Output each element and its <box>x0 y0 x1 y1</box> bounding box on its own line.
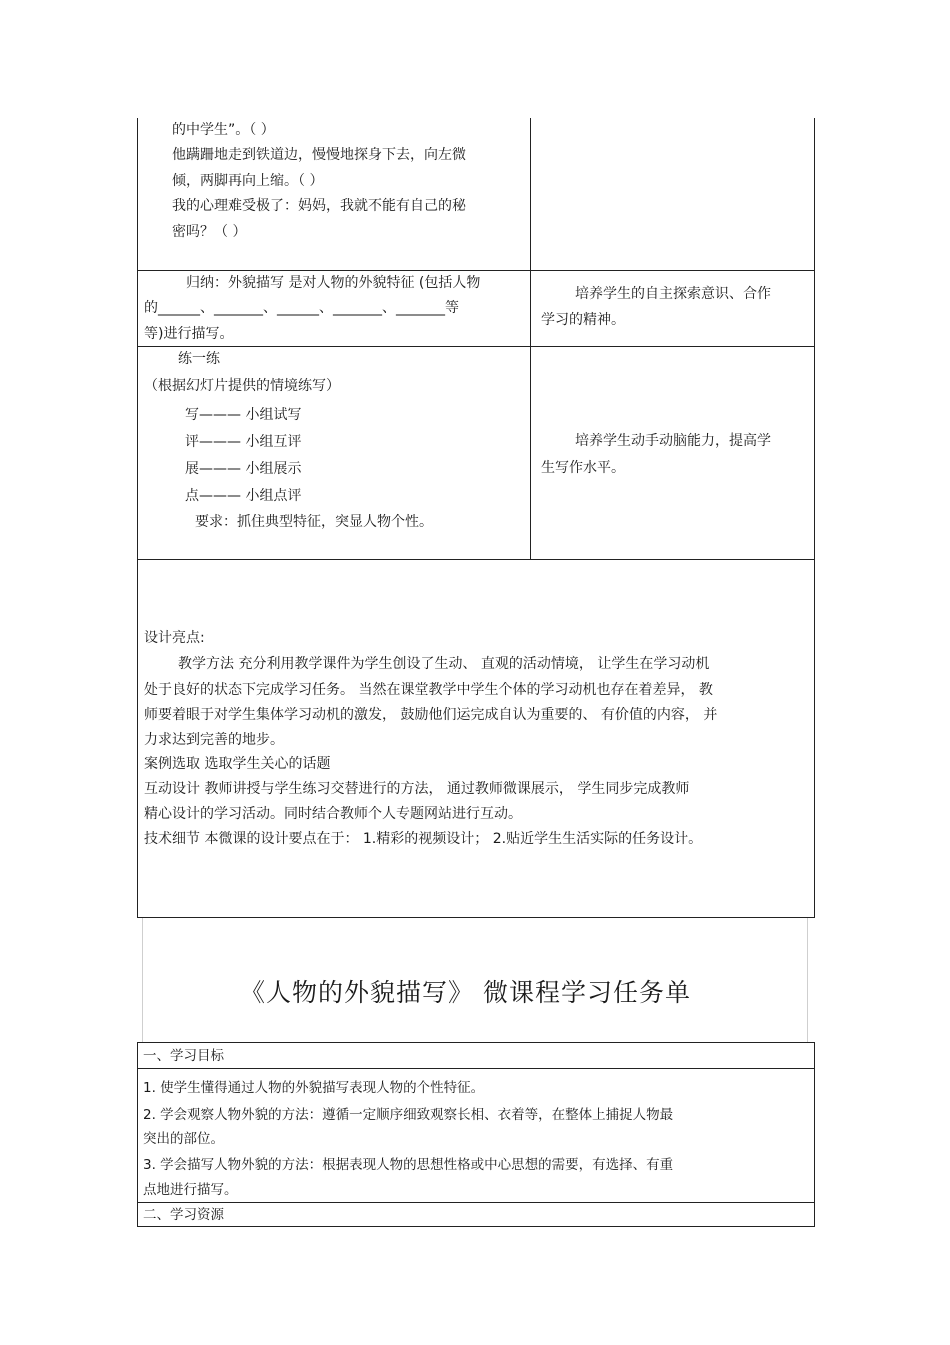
goals-table-right <box>814 1042 815 1227</box>
practice-line: 评——— 小组互评 <box>185 434 302 450</box>
title-frame-left <box>142 918 143 1042</box>
design-line: 技术细节 本微课的设计要点在于： 1.精彩的视频设计； 2.贴近学生生活实际的任务设计。 <box>144 831 703 847</box>
summary-line: 的______、_______、______、_______、_______等 <box>144 300 459 316</box>
practice-heading: 练一练 <box>178 351 220 367</box>
goal-note-line: 生写作水平。 <box>541 460 625 476</box>
practice-line: 展——— 小组展示 <box>185 461 302 477</box>
goals-table-left <box>137 1042 138 1227</box>
goal-item: 2. 学会观察人物外貌的方法：遵循一定顺序细致观察长相、衣着等，在整体上捕捉人物最 <box>143 1107 674 1123</box>
exercise-line: 倾，两脚再向上缩。（ ） <box>172 173 324 189</box>
practice-line: （根据幻灯片提供的情境练写） <box>144 378 340 394</box>
table-column-divider <box>530 118 531 559</box>
goals-table-bottom <box>137 1226 815 1227</box>
exercise-line: 他蹒跚地走到铁道边，慢慢地探身下去，向左微 <box>172 147 466 163</box>
exercise-line: 我的心理难受极了：妈妈，我就不能有自己的秘 <box>172 198 466 214</box>
title-frame-right <box>807 918 808 1042</box>
section-heading-resources: 二、学习资源 <box>143 1207 224 1223</box>
practice-line: 写——— 小组试写 <box>185 407 302 423</box>
summary-line: 等)进行描写。 <box>144 326 234 342</box>
practice-requirement: 要求：抓住典型特征，突显人物个性。 <box>195 514 433 530</box>
goal-note-line: 培养学生动手动脑能力，提高学 <box>575 433 771 449</box>
row-divider <box>137 270 815 271</box>
goal-item-continued: 突出的部位。 <box>143 1131 224 1147</box>
design-line: 案例选取 选取学生关心的话题 <box>144 756 331 772</box>
practice-line: 点——— 小组点评 <box>185 488 302 504</box>
row-divider <box>137 559 815 560</box>
row-divider <box>137 1202 815 1203</box>
design-line: 力求达到完善的地步。 <box>144 732 284 748</box>
row-divider <box>137 346 815 347</box>
design-line: 处于良好的状态下完成学习任务。 当然在课堂教学中学生个体的学习动机也存在着差异， 教 <box>144 682 713 698</box>
section-heading-goals: 一、学习目标 <box>143 1048 224 1064</box>
table-bottom-border <box>137 917 815 918</box>
design-line: 精心设计的学习活动。同时结合教师个人专题网站进行互动。 <box>144 806 522 822</box>
design-line: 互动设计 教师讲授与学生练习交替进行的方法， 通过教师微课展示， 学生同步完成教师 <box>144 781 690 797</box>
goals-table-top <box>137 1042 815 1043</box>
exercise-line: 密吗？（ ） <box>172 224 247 240</box>
design-line: 师要着眼于对学生集体学习动机的激发， 鼓励他们运完成自认为重要的、 有价值的内容， 并 <box>144 707 718 723</box>
table-left-border <box>137 118 138 918</box>
page-title: 《人物的外貌描写》 微课程学习任务单 <box>240 978 691 1007</box>
goal-item: 1. 使学生懂得通过人物的外貌描写表现人物的个性特征。 <box>143 1080 485 1096</box>
design-line: 教学方法 充分利用教学课件为学生创设了生动、 直观的活动情境， 让学生在学习动机 <box>178 656 710 672</box>
goal-note-line: 学习的精神。 <box>541 312 625 328</box>
design-heading: 设计亮点: <box>144 630 205 646</box>
exercise-line: 的中学生”。（ ） <box>172 122 275 138</box>
goal-note-line: 培养学生的自主探索意识、合作 <box>575 286 771 302</box>
row-divider <box>137 1068 815 1069</box>
goal-item-continued: 点地进行描写。 <box>143 1182 238 1198</box>
summary-line: 归纳：外貌描写 是对人物的外貌特征 (包括人物 <box>186 275 481 291</box>
table-right-border <box>814 118 815 918</box>
goal-item: 3. 学会描写人物外貌的方法：根据表现人物的思想性格或中心思想的需要，有选择、有重 <box>143 1157 674 1173</box>
